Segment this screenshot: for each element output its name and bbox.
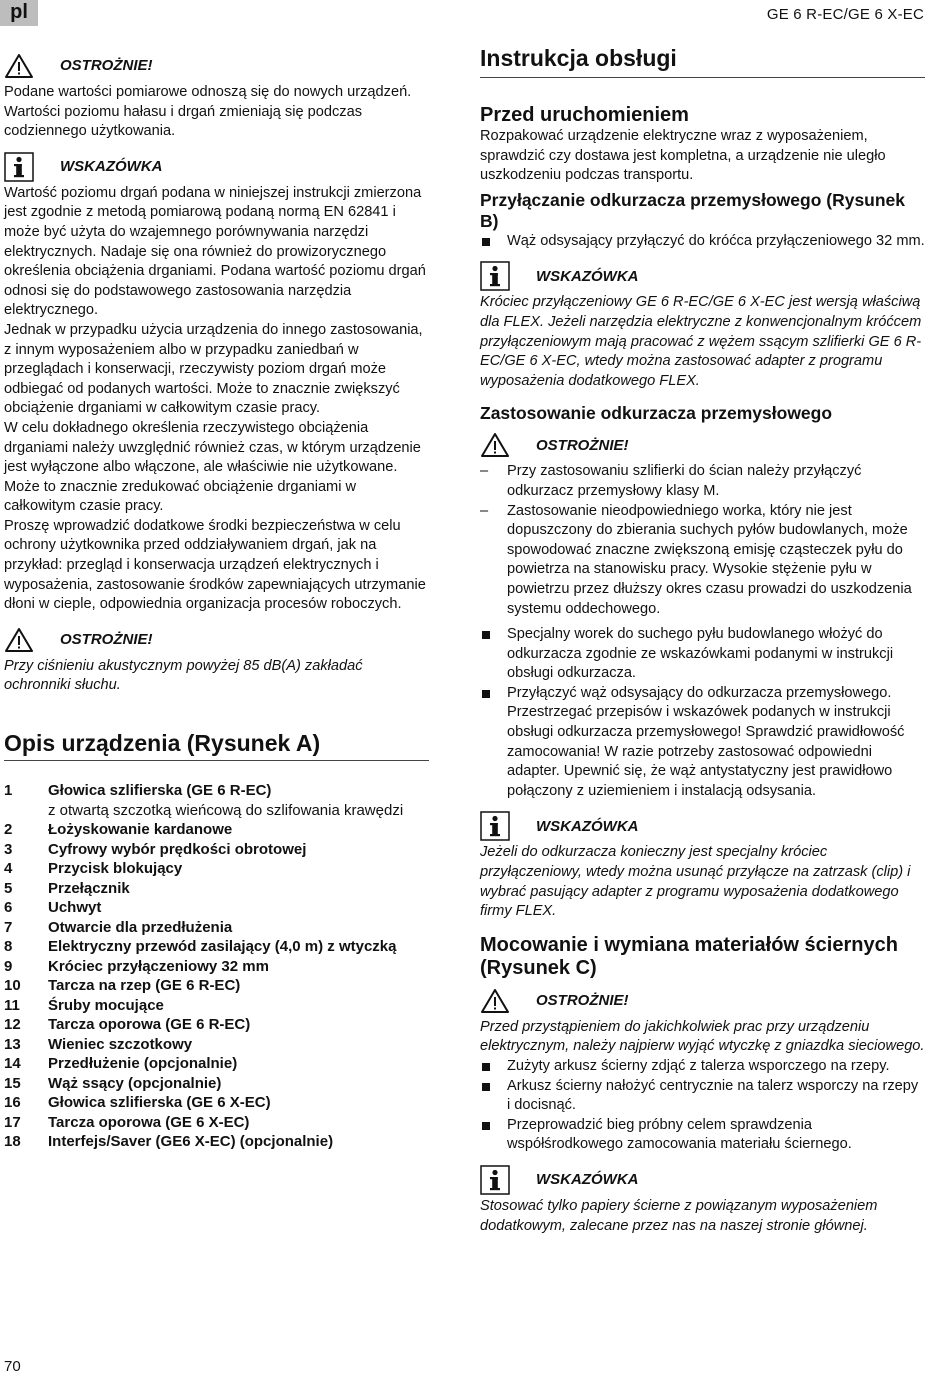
caution-label: OSTROŻNIE! [60,631,153,649]
part-label: Tarcza oporowa (GE 6 X-EC) [48,1113,250,1131]
section-heading: Przyłączanie odkurzacza przemysłowego (Rysunek B) [480,189,906,231]
parts-list [4,781,429,1152]
part-number: 7 [4,918,13,936]
list-item [4,840,429,860]
part-label: Uchwyt [48,899,102,917]
caution-heading [4,49,429,83]
part-number: 12 [4,1016,21,1034]
list-item [4,859,429,879]
warning-triangle-icon [480,988,510,1014]
note-text: Króciec przyłączeniowy GE 6 R-EC/GE 6 X-EC jest wersją właściwą dla FLEX. Jeżeli narzędzia elektryczne z konwencjonalnym króćcem przyłączeniowym mają pracować z wężem ssącym szlifierki GE 6 R-EC/GE 6 X-EC, wtedy można zastosować adapter z programu wyposażenia dodatkowego FLEX. [480,294,922,389]
document-model-header: GE 6 R-EC/GE 6 X-EC [766,6,924,23]
part-number: 13 [4,1035,21,1053]
part-number: 16 [4,1094,21,1112]
section-heading: Mocowanie i wymiana materiałów ściernych (Rysunek C) [480,933,898,979]
info-icon [480,261,510,291]
dash-list [480,462,925,619]
part-number: 1 [4,782,13,800]
part-label: Interfejs/Saver (GE6 X-EC) (opcjonalnie) [48,1133,334,1151]
part-number: 17 [4,1113,21,1131]
list-item: – Zastosowanie nieodpowiedniego worka, który nie jest dopuszczony do zbierania suchych pyłów budowlanych, może spowodować znaczne zwiększoną emisję cząsteczek pyłu do powietrza na stanowisku pracy. Wysokie stężenie pyłu w powietrzu przez dłuższy okres czasu prowadzi do uszkodzenia systemu oddechowego. [480,502,925,620]
part-number: 15 [4,1074,21,1092]
info-icon [480,811,510,841]
list-item: Przeprowadzić bieg próbny celem sprawdzenia współśrodkowego zamocowania materiału ściernego. [480,1116,925,1155]
part-number: 9 [4,957,13,975]
list-item: Zużyty arkusz ścierny zdjąć z talerza wsporczego na rzepy. [480,1057,925,1077]
note-heading [480,1163,925,1197]
bullet-list [480,1057,925,1155]
section-title: Opis urządzenia (Rysunek A) [4,730,429,761]
list-item [4,820,429,840]
part-label: Przełącznik [48,879,130,897]
note-paragraph: W celu dokładnego określenia rzeczywistego obciążenia drganiami należy uwzględnić również czas, w którym urządzenie jest wyłączone albo włączone, ale właściwie nie użytkowane. Może to znacznie zredukować obciążenie drganiami w całkowitym czasie pracy. [4,419,421,515]
part-number: 6 [4,899,13,917]
section-heading: Przed uruchomieniem [480,104,689,126]
left-column [4,45,429,1152]
part-number: 10 [4,977,21,995]
page-number: 70 [4,1358,21,1375]
note-paragraph: Wartość poziomu drgań podana w niniejszej instrukcji zmierzona jest zgodnie z metodą pomiarową podaną normą EN 62841 i może być użyta do wzajemnego porównywania narzędzi elektrycznych. Nadaje się ona również do prowizorycznego określenia obciążenia drganiami. Podana wartość poziomu drgań odnosi się do podstawowego zastosowania narzędzia elektrycznego. [4,184,426,319]
warning-triangle-icon [480,432,510,458]
note-text: Stosować tylko papiery ścierne z powiązanym wyposażeniem dodatkowym, zalecane przez nas na naszej stronie głównej. [480,1197,878,1234]
page-title: Instrukcja obsługi [480,45,925,78]
list-item [4,781,429,801]
list-item [4,1093,429,1113]
caution-heading [4,623,429,657]
list-item [4,1132,429,1152]
caution-text: Przed przystąpieniem do jakichkolwiek prac przy urządzeniu elektrycznym, należy najpierw wyjąć wtyczkę z gniazdka sieciowego. [480,1018,925,1055]
caution-text: Podane wartości pomiarowe odnoszą się do nowych urządzeń. Wartości poziomu hałasu i drgań zmieniają się podczas codziennego użytkowania. [4,84,412,140]
part-number: 5 [4,879,13,897]
note-paragraph: Jednak w przypadku użycia urządzenia do innego zastosowania, z innym wyposażeniem albo w przypadku zaniedbań w przeglądach i konserwacji, rzeczywisty poziom drgań może odbiegać od podanych wartości. Może to znacznie zwiększyć obciążenie drganiami w całkowitym czasie pracy. [4,321,423,417]
note-label: WSKAZÓWKA [536,267,639,285]
list-item [4,1074,429,1094]
list-item [4,898,429,918]
part-label: Wieniec szczotkowy [48,1035,193,1053]
note-heading [480,809,925,843]
part-number: 14 [4,1055,21,1073]
part-label: Przedłużenie (opcjonalnie) [48,1055,238,1073]
part-sub-label: z otwartą szczotką wieńcową do szlifowania krawędzi [48,801,404,819]
caution-text: Przy ciśnieniu akustycznym powyżej 85 dB(A) zakładać ochronniki słuchu. [4,657,363,694]
list-item: Specjalny worek do suchego pyłu budowlanego włożyć do odkurzacza zgodnie ze wskazówkami podanymi w instrukcji obsługi odkurzacza. [480,625,925,684]
list-item [4,937,429,957]
list-item [4,1015,429,1035]
caution-label: OSTROŻNIE! [60,57,153,75]
part-label: Króciec przyłączeniowy 32 mm [48,957,269,975]
caution-heading [480,984,925,1018]
part-number: 8 [4,938,13,956]
bullet-list [480,625,925,801]
info-icon [4,152,34,182]
part-label: Otwarcie dla przedłużenia [48,918,233,936]
list-item [4,879,429,899]
note-heading [4,150,429,184]
list-item: Wąż odsysający przyłączyć do króćca przyłączeniowego 32 mm. [480,232,925,252]
info-icon [480,1165,510,1195]
note-label: WSKAZÓWKA [60,157,163,175]
list-item [4,996,429,1016]
body-text: Rozpakować urządzenie elektryczne wraz z wyposażeniem, sprawdzić czy dostawa jest kompletna, a urządzenie nie uległo uszkodzeniu podczas transportu. [480,128,886,184]
note-paragraph: Proszę wprowadzić dodatkowe środki bezpieczeństwa w celu ochrony użytkownika przed oddziaływaniem drgań, jak na przykład: przegląd i konserwacja urządzeń elektrycznych i wyposażenia, zastosowanie środków zapewniających utrzymanie dłoni w cieple, odpowiednia organizacja procesów roboczych. [4,517,426,613]
language-tag: pl [0,0,38,26]
list-item [4,976,429,996]
list-item: Arkusz ścierny nałożyć centrycznie na talerz wsporczy na rzepy i docisnąć. [480,1077,925,1116]
list-item: – Przy zastosowaniu szlifierki do ścian należy przyłączyć odkurzacz przemysłowy klasy M. [480,462,925,501]
part-number: 18 [4,1133,21,1151]
part-label: Tarcza na rzep (GE 6 R-EC) [48,977,241,995]
list-item [4,1054,429,1074]
list-item [4,1035,429,1055]
list-item [4,1113,429,1133]
part-number: 11 [4,996,20,1014]
part-number: 3 [4,840,13,858]
part-label: Wąż ssący (opcjonalnie) [48,1074,222,1092]
warning-triangle-icon [4,627,34,653]
bullet-list [480,232,925,252]
note-label: WSKAZÓWKA [536,817,639,835]
part-number: 2 [4,821,13,839]
warning-triangle-icon [4,53,34,79]
caution-label: OSTROŻNIE! [536,992,629,1010]
part-label: Śruby mocujące [48,996,164,1014]
list-item: Przyłączyć wąż odsysający do odkurzacza przemysłowego. Przestrzegać przepisów i wskazówek podanych w instrukcji obsługi odkurzacza przemysłowego! Sprawdzić prawidłowość zamocowania! W razie potrzeby zastosować odpowiedni adapter. Upewnić się, że wąż antystatyczny jest prawidłowo połączony z uziemieniem i instalacją odsysania. [480,684,925,802]
list-item [4,918,429,938]
note-text: Jeżeli do odkurzacza konieczny jest specjalny króciec przyłączeniowy, wtedy można usunąć przyłącze na zatrzask (clip) i wybrać pasujący adapter z programu wyposażenia dodatkowego firmy FLEX. [480,844,911,920]
caution-label: OSTROŻNIE! [536,436,629,454]
part-label: Głowica szlifierska (GE 6 X-EC) [48,1094,271,1112]
part-label: Elektryczny przewód zasilający (4,0 m) z wtyczką [48,938,397,956]
list-item [4,957,429,977]
part-label: Głowica szlifierska (GE 6 R-EC) [48,782,272,800]
part-label: Cyfrowy wybór prędkości obrotowej [48,840,307,858]
part-number: 4 [4,860,13,878]
caution-heading [480,428,925,462]
part-label: Tarcza oporowa (GE 6 R-EC) [48,1016,251,1034]
section-heading: Zastosowanie odkurzacza przemysłowego [480,403,833,424]
note-heading [480,259,925,293]
right-column [480,45,925,1236]
part-label: Przycisk blokujący [48,860,183,878]
part-label: Łożyskowanie kardanowe [48,821,233,839]
note-label: WSKAZÓWKA [536,1171,639,1189]
